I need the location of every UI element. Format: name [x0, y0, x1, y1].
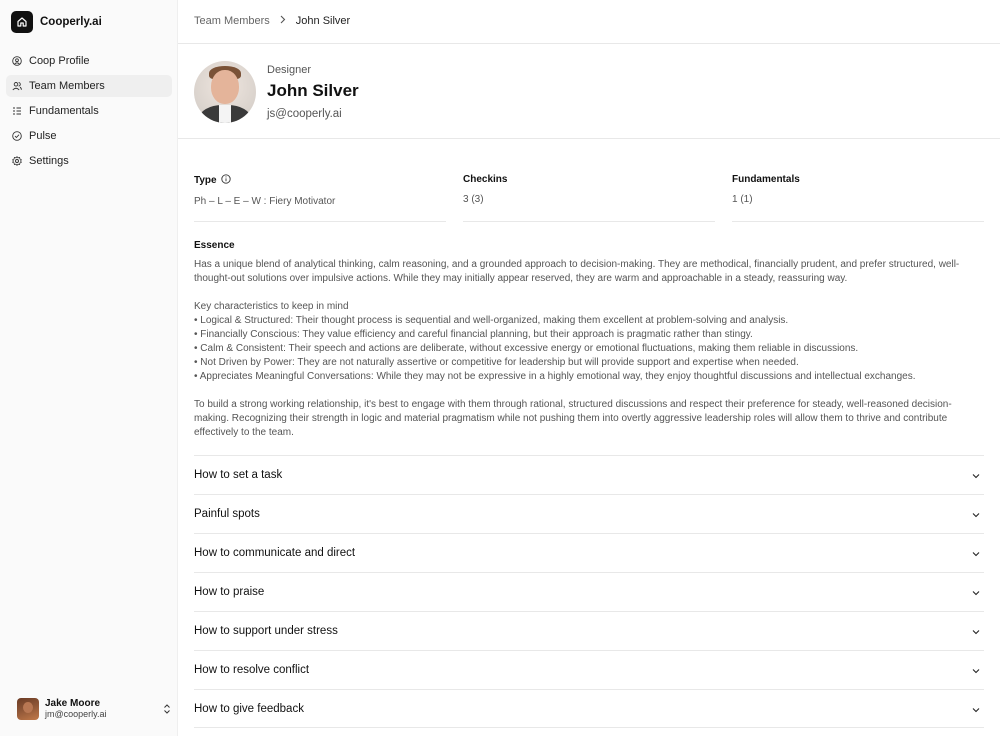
stat-checkins: [463, 174, 715, 222]
sidebar-item-label: Team Members: [29, 80, 105, 92]
accordion-label: Painful spots: [194, 508, 260, 520]
user-name: Jake Moore: [45, 698, 101, 709]
chevron-right-icon: [280, 15, 286, 27]
accordion-label: How to resolve conflict: [194, 664, 310, 676]
chevron-up-down-icon[interactable]: [162, 703, 172, 715]
chevron-down-icon: [971, 704, 981, 714]
profile-divider: [178, 138, 1000, 139]
brand[interactable]: [11, 11, 102, 33]
breadcrumb-current: John Silver: [295, 15, 351, 27]
accordion-item-support-stress[interactable]: [194, 611, 984, 650]
avatar: [17, 698, 39, 720]
sidebar-item-coop-profile[interactable]: [6, 50, 172, 72]
chevron-down-icon: [971, 509, 981, 519]
current-user[interactable]: [17, 698, 177, 720]
accordion-label: How to support under stress: [194, 625, 338, 637]
sidebar-item-pulse[interactable]: [6, 125, 172, 147]
user-email: jm@cooperly.ai: [45, 709, 107, 719]
essence-bullet: • Financially Conscious: They value efficiency and careful financial planning, but their approach is pragmatic rather than stingy.: [194, 329, 753, 340]
chevron-down-icon: [971, 587, 981, 597]
essence-key-heading: Key characteristics to keep in mind: [194, 301, 349, 312]
essence-section: [194, 240, 984, 440]
stat-fundamentals: [732, 174, 984, 222]
sidebar-item-team-members[interactable]: [6, 75, 172, 97]
sidebar-nav: [6, 50, 172, 175]
stats-row: [194, 174, 984, 222]
accordion-item-praise[interactable]: [194, 572, 984, 611]
list-icon: [12, 106, 22, 116]
brand-name: Cooperly.ai: [40, 16, 102, 28]
sidebar-item-label: Settings: [29, 155, 69, 167]
essence-bullet: • Appreciates Meaningful Conversations: While they may not be expressive in a highly emotional way, they enjoy thoughtful discussions and intellectual exchanges.: [194, 371, 916, 382]
header-divider: [178, 43, 1000, 44]
accordion-item-resolve-conflict[interactable]: [194, 650, 984, 689]
chevron-down-icon: [971, 548, 981, 558]
accordion-label: How to give feedback: [194, 702, 304, 715]
sidebar: [0, 0, 178, 736]
profile-email: js@cooperly.ai: [267, 108, 342, 120]
essence-closing: To build a strong working relationship, it's best to engage with them through rational, structured discussions and respect their preference for steady, well-reasoned decision-making. Recognizing their strength in logic and material pragmatism while not pushing them into overtly aggressive leadership roles will allow them to thrive and contribute effectively to the team.: [194, 399, 952, 438]
guidance-accordion: [194, 455, 984, 728]
stat-label: Fundamentals: [732, 174, 800, 185]
chevron-down-icon: [971, 470, 981, 480]
users-icon: [12, 81, 22, 91]
sidebar-item-label: Pulse: [29, 130, 57, 142]
accordion-label: How to praise: [194, 586, 265, 598]
accordion-label: How to communicate and direct: [194, 547, 356, 559]
breadcrumb: [194, 15, 350, 27]
chevron-down-icon: [971, 665, 981, 675]
gear-icon: [12, 156, 22, 166]
accordion-label: How to set a task: [194, 469, 283, 481]
profile-photo: [194, 61, 256, 123]
profile-header: [194, 61, 359, 123]
accordion-item-communicate[interactable]: [194, 533, 984, 572]
circle-user-icon: [12, 56, 22, 66]
breadcrumb-parent[interactable]: Team Members: [194, 15, 270, 27]
profile-name: John Silver: [267, 81, 359, 100]
chevron-down-icon: [971, 626, 981, 636]
stat-value: 1 (1): [732, 194, 753, 205]
stat-value: Ph – L – E – W : Fiery Motivator: [194, 196, 336, 207]
info-icon[interactable]: [221, 174, 231, 187]
accordion-item-give-feedback[interactable]: [194, 689, 984, 728]
essence-bullet: • Not Driven by Power: They are not naturally assertive or competitive for leadership but will provide support and expertise when needed.: [194, 357, 799, 368]
profile-role: Designer: [267, 64, 312, 76]
stat-label: Type: [194, 175, 217, 186]
sidebar-item-label: Fundamentals: [29, 105, 99, 117]
sidebar-item-fundamentals[interactable]: [6, 100, 172, 122]
essence-title: Essence: [194, 240, 235, 251]
accordion-item-painful-spots[interactable]: [194, 494, 984, 533]
main-content: [178, 0, 1000, 736]
home-icon: [11, 11, 33, 33]
stat-type: [194, 174, 446, 222]
sidebar-item-settings[interactable]: [6, 150, 172, 172]
sidebar-item-label: Coop Profile: [29, 55, 90, 67]
stat-value: 3 (3): [463, 194, 484, 205]
essence-bullet: • Logical & Structured: Their thought process is sequential and well-organized, making them excellent at problem-solving and analysis.: [194, 315, 789, 326]
essence-intro: Has a unique blend of analytical thinking, calm reasoning, and a grounded approach to decision-making. They are methodical, financially prudent, and prefer structured, well-thought-out solutions over impulsive actions. While they may initially appear reserved, they are warm and approachable in a steady, reassuring way.: [194, 259, 960, 284]
check-circle-icon: [12, 131, 22, 141]
essence-bullet: • Calm & Consistent: Their speech and actions are deliberate, without excessive energy or emotional fluctuations, making them reliable in discussions.: [194, 343, 859, 354]
accordion-item-set-task[interactable]: [194, 455, 984, 494]
stat-label: Checkins: [463, 174, 508, 185]
